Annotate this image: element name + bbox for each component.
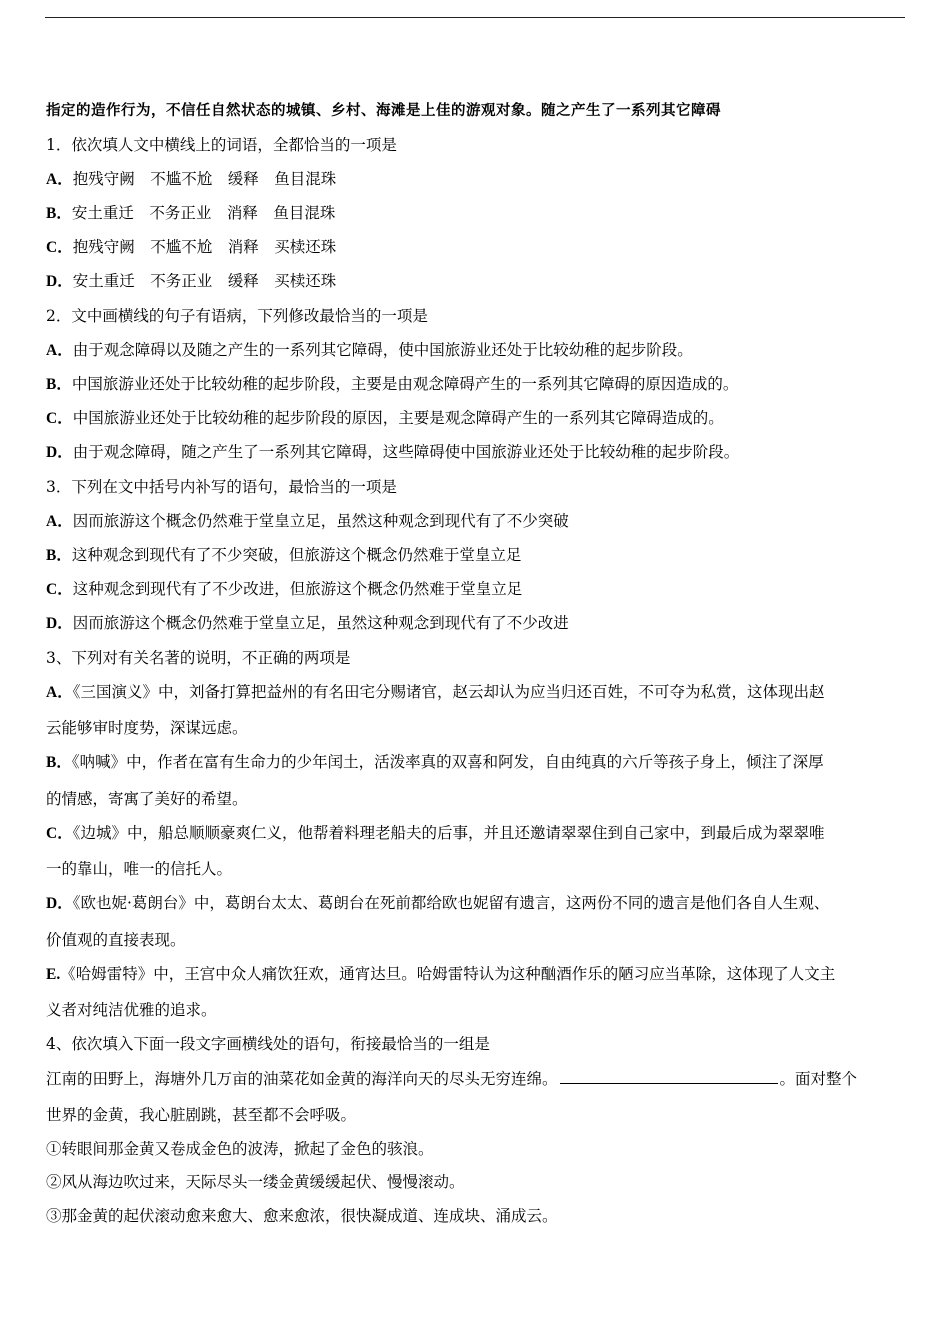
option-text: 这种观念到现代有了不少改进，但旅游这个概念仍然难于堂皇立足 xyxy=(72,580,523,598)
question-4-option-a xyxy=(46,682,916,703)
question-4-option-b-cont: 的情感，寄寓了美好的希望。 xyxy=(46,790,248,808)
question-4-option-d xyxy=(46,893,916,914)
option-text: 《欧也妮·葛朗台》中，葛朗台太太、葛朗台在死前都给欧也妮留有遗言，这两份不同的遗言是他们各自人生观、 xyxy=(72,894,830,912)
question-4-option-d-cont: 价值观的直接表现。 xyxy=(46,931,186,949)
option-label: D． xyxy=(46,273,73,290)
question-3-option-d xyxy=(46,613,916,634)
question-1-option-c xyxy=(46,237,916,258)
option-label: C． xyxy=(46,239,73,256)
option-label: D． xyxy=(46,895,73,912)
option-label: B． xyxy=(46,376,72,393)
question-3-option-b xyxy=(46,545,916,566)
option-text: 因而旅游这个概念仍然难于堂皇立足，虽然这种观念到现代有了不少突破 xyxy=(72,512,569,530)
question-1-stem: 1．依次填人文中横线上的词语，全都恰当的一项是 xyxy=(46,136,397,154)
question-5-passage xyxy=(46,1069,916,1089)
question-5-item-3: ③那金黄的起伏滚动愈来愈大、愈来愈浓，很快凝成道、连成块、涌成云。 xyxy=(46,1207,558,1225)
option-text: 因而旅游这个概念仍然难于堂皇立足，虽然这种观念到现代有了不少改进 xyxy=(72,614,569,632)
option-text: 中国旅游业还处于比较幼稚的起步阶段，主要是由观念障碍产生的一系列其它障碍的原因造成的。 xyxy=(71,375,739,393)
question-5-stem: 4、依次填入下面一段文字画横线处的语句，衔接最恰当的一组是 xyxy=(46,1035,490,1053)
question-3-stem: 3．下列在文中括号内补写的语句，最恰当的一项是 xyxy=(46,478,397,496)
question-4-stem: 3、下列对有关名著的说明，不正确的两项是 xyxy=(46,649,351,667)
option-text: 安土重迁 不务正业 缓释 买椟还珠 xyxy=(72,272,337,290)
option-text: 《边城》中，船总顺顺豪爽仁义，他帮着料理老船夫的后事，并且还邀请翠翠住到自己家中，到最后成为翠翠唯 xyxy=(72,824,825,842)
question-4-option-e xyxy=(46,964,916,985)
fill-in-blank xyxy=(560,1069,778,1084)
question-2-option-b xyxy=(46,374,916,395)
option-text: 《哈姆雷特》中，王宫中众人痛饮狂欢，通宵达旦。哈姆雷特认为这种酗酒作乐的陋习应当革除，这体现了人文主 xyxy=(60,965,836,983)
question-4-option-e-cont: 义者对纯洁优雅的追求。 xyxy=(46,1001,217,1019)
question-2-stem: 2．文中画横线的句子有语病，下列修改最恰当的一项是 xyxy=(46,307,428,325)
option-text: 这种观念到现代有了不少突破，但旅游这个概念仍然难于堂皇立足 xyxy=(71,546,522,564)
question-5-item-2: ②风从海边吹过来，天际尽头一缕金黄缓缓起伏、慢慢滚动。 xyxy=(46,1173,465,1191)
option-label: B． xyxy=(46,547,72,564)
question-1-option-d xyxy=(46,271,916,292)
question-2-option-d xyxy=(46,442,916,463)
question-3-option-c xyxy=(46,579,916,600)
option-text: 由于观念障碍，随之产生了一系列其它障碍，这些障碍使中国旅游业还处于比较幼稚的起步阶段。 xyxy=(72,443,740,461)
option-label: A． xyxy=(46,342,73,359)
option-label: C． xyxy=(46,825,73,842)
option-text: 抱残守阙 不尴不尬 缓释 鱼目混珠 xyxy=(72,170,337,188)
option-text: 《三国演义》中，刘备打算把益州的有名田宅分赐诸官，赵云却认为应当归还百姓，不可夺为私赏，这体现出赵 xyxy=(72,683,825,701)
intro-text: 指定的造作行为，不信任自然状态的城镇、乡村、海滩是上佳的游观对象。随之产生了一系列其它障碍 xyxy=(46,102,721,119)
question-2-option-c xyxy=(46,408,916,429)
option-text: 安土重迁 不务正业 消释 鱼目混珠 xyxy=(71,204,336,222)
option-text: 由于观念障碍以及随之产生的一系列其它障碍，使中国旅游业还处于比较幼稚的起步阶段。 xyxy=(72,341,693,359)
option-label: D． xyxy=(46,444,73,461)
option-label: B． xyxy=(46,205,72,222)
passage-text: 江南的田野上，海塘外几万亩的油菜花如金黄的海洋向天的尽头无穷连绵。 xyxy=(46,1070,558,1088)
option-text: 抱残守阙 不尴不尬 消释 买椟还珠 xyxy=(72,238,337,256)
question-1-option-b xyxy=(46,203,916,224)
option-label: D． xyxy=(46,615,73,632)
option-label: B． xyxy=(46,754,72,771)
question-4-option-a-cont: 云能够审时度势，深谋远虑。 xyxy=(46,719,248,737)
question-5-item-1: ①转眼间那金黄又卷成金色的波涛，掀起了金色的骇浪。 xyxy=(46,1140,434,1158)
option-text: 中国旅游业还处于比较幼稚的起步阶段的原因，主要是观念障碍产生的一系列其它障碍造成的。 xyxy=(72,409,724,427)
question-3-option-a xyxy=(46,511,916,532)
header-rule xyxy=(45,17,905,18)
option-label: C． xyxy=(46,581,73,598)
option-label: C． xyxy=(46,410,73,427)
option-text: 《呐喊》中，作者在富有生命力的少年闰土，活泼率真的双喜和阿发，自由纯真的六斤等孩子身上，倾注了深厚 xyxy=(71,753,824,771)
question-4-option-c-cont: 一的靠山，唯一的信托人。 xyxy=(46,860,233,878)
option-label: A． xyxy=(46,513,73,530)
question-1-option-a xyxy=(46,169,916,190)
question-2-option-a xyxy=(46,340,916,361)
passage-text-after: 。面对整个 xyxy=(779,1070,858,1088)
question-5-passage-cont: 世界的金黄，我心脏剧跳，甚至都不会呼吸。 xyxy=(46,1106,357,1124)
option-label: A． xyxy=(46,684,73,701)
option-label: A． xyxy=(46,171,73,188)
question-4-option-b xyxy=(46,752,916,773)
option-label: E. xyxy=(46,966,61,983)
question-4-option-c xyxy=(46,823,916,844)
